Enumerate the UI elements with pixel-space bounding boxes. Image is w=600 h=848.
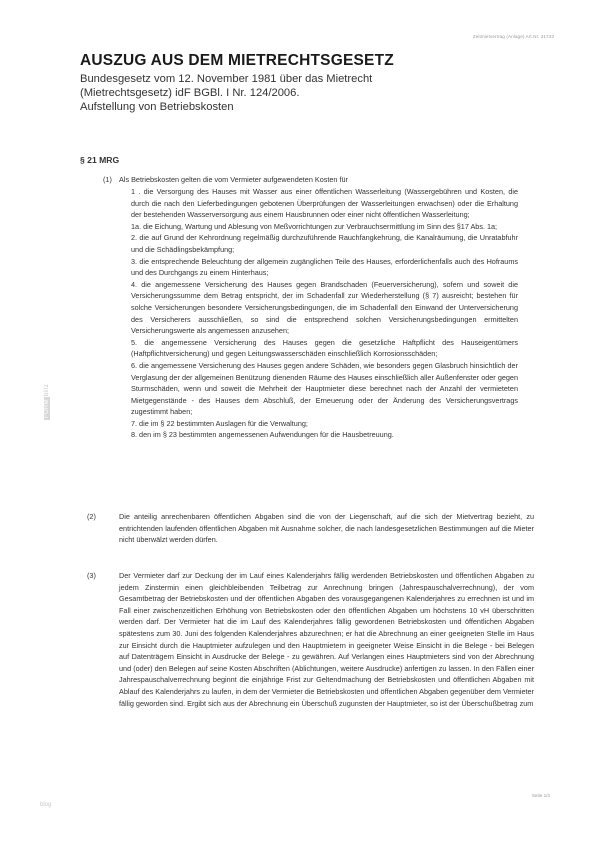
paragraph-3 (87, 570, 534, 709)
list-item: 2. die auf Grund der Kehrordnung regelmäßig durchzuführende Rauchfangkehrung, die Kanalräumung, die Unratabfuhr und die Schädlingsbekämpfung; (131, 233, 518, 254)
paragraph-number: (2) (87, 512, 96, 521)
header-note: Zeitmietvertrag (Anlage) Art.Nr. 31733 (472, 34, 554, 39)
paragraph-2 (87, 511, 534, 546)
footer-watermark: blog (40, 802, 52, 808)
paragraph-text: Der Vermieter darf zur Deckung der im Lauf eines Kalenderjahrs fällig werdenden Betriebskosten und öffentlichen Abgaben zu jedem Zinstermin einen gleichbleibenden Teilbetrag zur Anrechnung bringen (Jahrespauschalverrechnung), der vom Gesamtbetrag der Betriebskosten und der öffentlichen Abgaben des vorausgegangenen Kalenderjahres zu errechnen ist und im Fall einer zwischenzeitlichen Erhöhung von Betriebskosten oder den öffentlichen Abgaben um höchstens 10 vH überschritten werden darf. Der Vermieter hat die im Lauf des Kalenderjahres fällig gewordenen Betriebskosten und öffentlichen Abgaben spätestens zum 30. Juni des folgenden Kalenderjahres abzurechnen; er hat die Abrechnung an einer geeigneten Stelle im Haus zur Einsicht durch die Hauptmieter aufzulegen und den Hauptmietern in geeigneter Weise Einsicht in die Belege - bei Belegen auf Datenträgern Einsicht in Ausdrucke der Belege - zu gewähren. Auf Verlangen eines Hauptmieters sind von der Abrechnung und (oder) den Belegen auf seine Kosten Abschriften (Ablichtungen, weitere Ausdrucke) anfertigen zu lassen. In den Fällen einer Jahrespauschalverrechnung beginnt die einjährige Frist zur Geltendmachung der Betriebskosten und öffentlichen Abgaben mit Ablauf des Kalenderjahrs zu laufen, in dem der Vermieter die Betriebskosten und öffentlichen Abgaben gegenüber dem Vermieter fällig geworden sind. Ergibt sich aus der Abrechnung ein Überschuß zugunsten der Hauptmieter, so ist der Überschußbetrag zum (119, 571, 534, 708)
paragraph-number: (3) (87, 571, 96, 580)
section-heading: § 21 MRG (80, 155, 120, 165)
subtitle-line: Bundesgesetz vom 12. November 1981 über das Mietrecht (80, 73, 373, 85)
list-item: 8. den im § 23 bestimmten angemessenen Aufwendungen für die Hausbetreuung. (131, 430, 394, 440)
list-item: 4. die angemessene Versicherung des Hauses gegen Brandschaden (Feuerversicherung), sofern und soweit die Versicherungssumme dem Betrag entspricht, der im Schadenfall zur Wiederherstellung (§ 7) ausreicht; bestehen für solche Versicherungen besondere Versicherungsbedingungen, die im Schadenfall den Einwand der Unterversicherung des Versicherers ausschließen, so sind die entsprechend solchen Versicherungsbedingungen ermittelten Versicherungswerte als angemessen anzusehen; (131, 279, 518, 336)
list-item: 7. die im § 22 bestimmten Auslagen für die Verwaltung; (131, 418, 308, 428)
list-item: 5. die angemessene Versicherung des Hauses gegen die gesetzliche Haftpflicht des Hauseigentümers (Haftpflichtversicherung) und gegen Leitungswasserschäden einschließlich Korrosionsschäden; (131, 337, 518, 359)
watermark-logo: FORM (44, 399, 50, 418)
subtitle-line: (Mietrechtsgesetz) idF BGBl. I Nr. 124/2006. (80, 87, 300, 99)
watermark-text: blitz (44, 383, 50, 397)
paragraph-text: Als Betriebskosten gelten die vom Vermieter aufgewendeten Kosten für (119, 175, 348, 184)
subtitle (80, 72, 372, 114)
page-title: AUSZUG AUS DEM MIETRECHTSGESETZ (80, 52, 394, 69)
paragraph-text: Die anteilig anrechenbaren öffentlichen Abgaben sind die von der Liegenschaft, auf die sich der Mietvertrag bezieht, zu entrichtenden laufenden öffentlichen Abgaben mit Ausnahme solcher, die nach landesgesetzlichen Bestimmungen auf die Mieter nicht überwälzt werden dürfen. (119, 512, 534, 545)
list-item: 6. die angemessene Versicherung des Hauses gegen andere Schäden, wie besonders gegen Glasbruch hinsichtlich der Verglasung der der allgemeinen Benützung dienenden Räume des Hauses einschließlich aller Außenfenster oder gegen Sturmschäden, wenn und soweit die Mehrheit der Hauptmieter diese berechnet nach der Anzahl der vermieteten Mietgegenstände - des Hauses dem Abschluß, der Erneuerung oder der Änderung des Versicherungsvertrags zugestimmt haben; (131, 360, 518, 417)
list-item: 1 . die Versorgung des Hauses mit Wasser aus einer öffentlichen Wasserleitung (Wassergebühren und Kosten, die durch die nach den Lieferbedingungen gebotenen Überprüfungen der Wasserleitungen erwachsen) oder die Erhaltung der bestehenden Wasserversorgung aus einem Hausbrunnen oder einer nicht öffentlichen Wasserleitung; (131, 187, 518, 220)
paragraph-1-list (131, 186, 518, 441)
paragraph-1-intro (103, 174, 518, 186)
side-watermark (44, 384, 50, 420)
paragraph-number: (1) (103, 175, 112, 184)
list-item: 3. die entsprechende Beleuchtung der allgemein zugänglichen Teile des Hauses, erforderlichenfalls auch des Hofraums und des Durchgangs zu einem Hinterhaus; (131, 256, 518, 278)
page-number: Seite 1/3 (531, 793, 550, 798)
subtitle-line: Aufstellung von Betriebskosten (80, 101, 234, 113)
list-item: 1a. die Eichung, Wartung und Ablesung von Meßvorrichtungen zur Verbrauchsermittlung im Sinn des §17 Abs. 1a; (131, 221, 498, 231)
